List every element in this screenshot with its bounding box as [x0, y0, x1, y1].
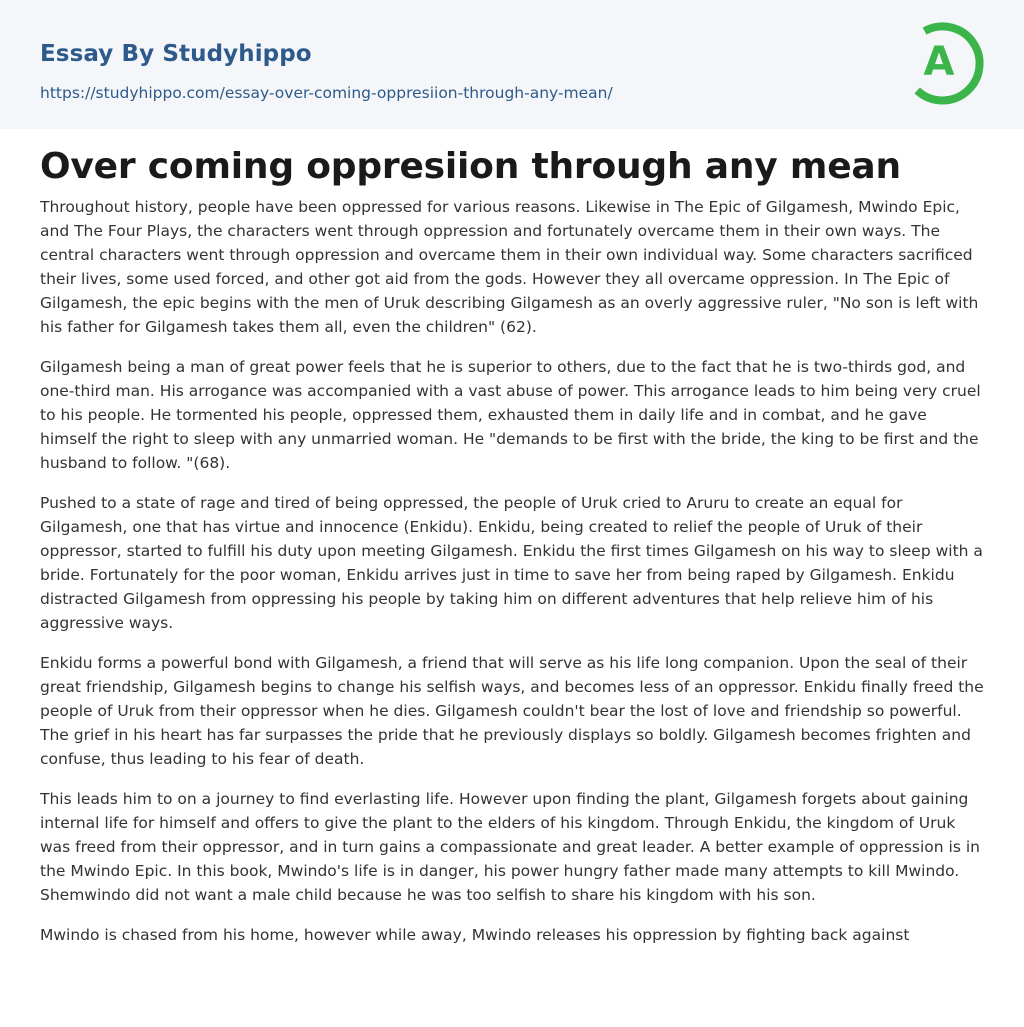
paragraph: Mwindo is chased from his home, however while away, Mwindo releases his oppression by fighting back against	[40, 926, 910, 944]
studyhippo-logo-icon[interactable]	[906, 18, 988, 106]
site-brand[interactable]: Essay By Studyhippo	[40, 41, 312, 67]
site-header	[0, 0, 1024, 129]
paragraph: Throughout history, people have been oppressed for various reasons. Likewise in The Epic of Gilgamesh, Mwindo Epic, and The Four Plays, the characters went through oppression and fortunately overcame them in their own ways. The central characters went through oppression and overcame them in their own individual way. Some characters sacrificed their lives, some used forced, and other got aid from the gods. However they all overcame oppression. In The Epic of Gilgamesh, the epic begins with the men of Uruk describing Gilgamesh as an overly aggressive ruler, "No son is left with his father for Gilgamesh takes them all, even the children" (62).	[40, 198, 979, 336]
paragraph: Pushed to a state of rage and tired of being oppressed, the people of Uruk cried to Aruru to create an equal for Gilgamesh, one that has virtue and innocence (Enkidu). Enkidu, being created to relief the people of Uruk of their oppressor, started to fulfill his duty upon meeting Gilgamesh. Enkidu the first times Gilgamesh on his way to sleep with a bride. Fortunately for the poor woman, Enkidu arrives just in time to save her from being raped by Gilgamesh. Enkidu distracted Gilgamesh from oppressing his people by taking him on different adventures that help relieve him of his aggressive ways.	[40, 494, 983, 632]
paragraph: This leads him to on a journey to find everlasting life. However upon finding the plant, Gilgamesh forgets about gaining internal life for himself and offers to give the plant to the elders of his kingdom. Through Enkidu, the kingdom of Uruk was freed from their oppressor, and in turn gains a compassionate and great leader. A better example of oppression is in the Mwindo Epic. In this book, Mwindo's life is in danger, his power hungry father made many attempts to kill Mwindo. Shemwindo did not want a male child because he was too selfish to share his kingdom with his son.	[40, 790, 980, 904]
essay-body	[40, 195, 986, 963]
page-title: Over coming oppresiion through any mean	[40, 146, 901, 187]
paragraph: Gilgamesh being a man of great power feels that he is superior to others, due to the fact that he is two-thirds god, and one-third man. His arrogance was accompanied with a vast abuse of power. This arrogance leads to him being very cruel to his people. He tormented his people, oppressed them, exhausted them in daily life and in combat, and he gave himself the right to sleep with any unmarried woman. He "demands to be first with the bride, the king to be first and the husband to follow. "(68).	[40, 358, 981, 472]
paragraph: Enkidu forms a powerful bond with Gilgamesh, a friend that will serve as his life long companion. Upon the seal of their great friendship, Gilgamesh begins to change his selfish ways, and becomes less of an oppressor. Enkidu finally freed the people of Uruk from their oppressor when he dies. Gilgamesh couldn't bear the lost of love and friendship so powerful. The grief in his heart has far surpasses the pride that he previously displays so boldly. Gilgamesh becomes frighten and confuse, thus leading to his fear of death.	[40, 654, 984, 768]
logo-letter: A	[923, 39, 955, 85]
source-url[interactable]: https://studyhippo.com/essay-over-coming-oppresiion-through-any-mean/	[40, 84, 613, 102]
